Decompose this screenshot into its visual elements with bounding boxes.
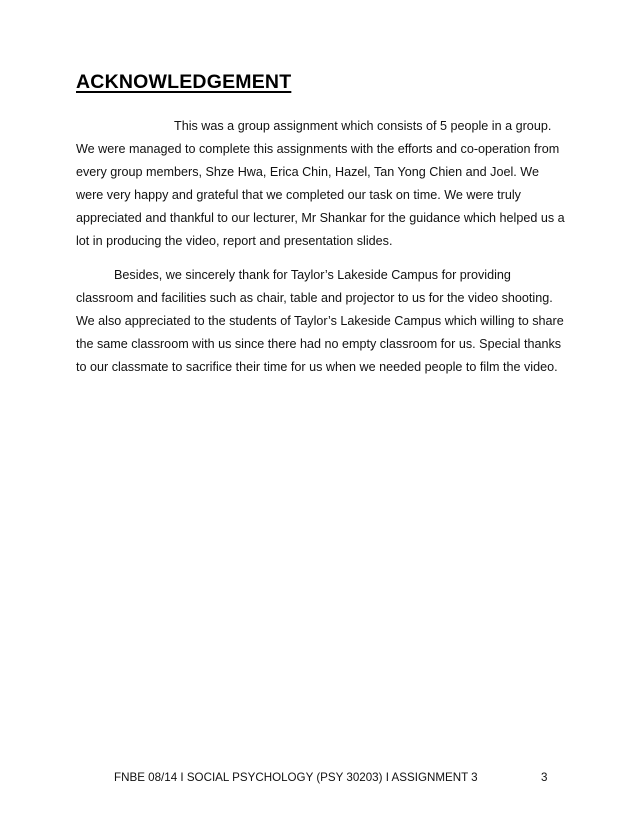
text-line: appreciated and thankful to our lecturer, Mr Shankar for the guidance which helped us a	[76, 211, 565, 225]
text-line: Besides, we sincerely thank for Taylor’s Lakeside Campus for providing	[114, 268, 511, 282]
text-line: We were managed to complete this assignments with the efforts and co-operation from	[76, 142, 560, 156]
text-line: were very happy and grateful that we completed our task on time. We were truly	[76, 188, 521, 202]
text-line: the same classroom with us since there had no empty classroom for us. Special thanks	[76, 337, 562, 351]
text-line: every group members, Shze Hwa, Erica Chin, Hazel, Tan Yong Chien and Joel. We	[76, 165, 539, 179]
page-title: ACKNOWLEDGEMENT	[76, 71, 292, 93]
text-line: to our classmate to sacrifice their time for us when we needed people to film the video.	[76, 360, 558, 374]
text-line: We also appreciated to the students of Taylor’s Lakeside Campus which willing to share	[76, 314, 564, 328]
text-line: This was a group assignment which consists of 5 people in a group.	[174, 119, 552, 133]
text-line: classroom and facilities such as chair, table and projector to us for the video shooting.	[76, 291, 553, 305]
page-footer: FNBE 08/14 I SOCIAL PSYCHOLOGY (PSY 30203) I ASSIGNMENT 3	[114, 771, 478, 784]
page-number: 3	[541, 771, 548, 784]
text-line: lot in producing the video, report and presentation slides.	[76, 234, 393, 248]
